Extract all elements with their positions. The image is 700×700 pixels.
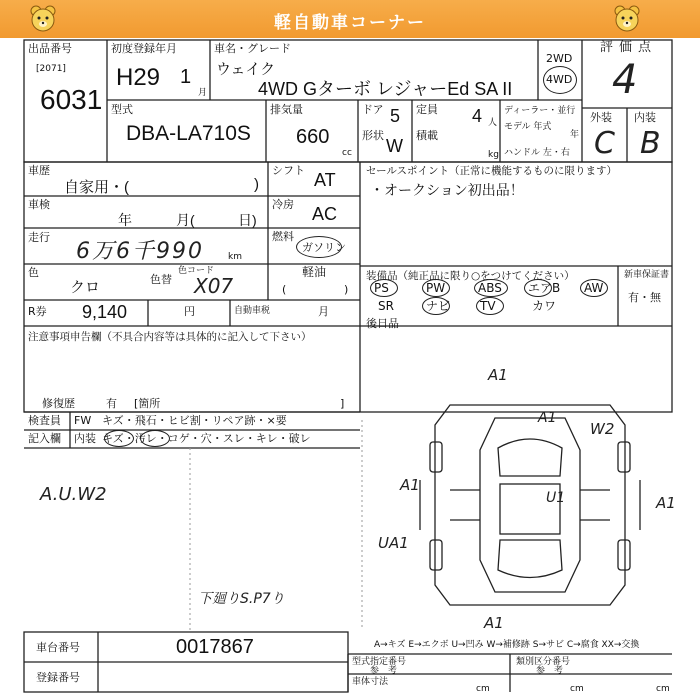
mileage-label: 走行 <box>28 231 50 244</box>
recycle-label: R券 <box>28 305 47 318</box>
inspector-circle-kizu <box>104 430 134 447</box>
fuel-paren-open: ( <box>282 283 287 296</box>
color-change-label: 色替 <box>150 273 172 286</box>
damage-legend: A→キズ E→エクボ U→凹み W→補修跡 S→サビ C→腐食 XX→交換 <box>374 640 640 650</box>
drive-value: 4WD <box>546 73 573 86</box>
tax-label: 自動車税 <box>234 306 271 316</box>
sales-point-label: セールスポイント（正常に機能するものに限ります） <box>366 165 618 177</box>
shift-label: シフト <box>272 164 305 177</box>
color-code-label: 色コード <box>178 266 215 276</box>
inspector-row1: キズ・飛石・ヒビ割・リペア跡・×要 <box>102 414 287 427</box>
capacity-unit: 人 <box>488 118 498 128</box>
car-name-label: 車名・グレード <box>214 42 291 55</box>
inspector-label-1: 検査員 <box>28 414 61 427</box>
inspector-row1-prefix: FW <box>74 414 92 427</box>
inspector-circle-yogore <box>140 430 170 447</box>
first-reg-month-unit: 月 <box>198 88 208 98</box>
designation-ref: 参 考 <box>370 666 398 676</box>
recycle-unit: 円 <box>184 305 195 318</box>
lot-sub: [2071] <box>36 64 66 74</box>
aircon-label: 冷房 <box>272 198 294 211</box>
inspector-row2-prefix: 内装 <box>74 432 96 445</box>
recycle-value: 9,140 <box>82 302 128 322</box>
damage-mark-right-door: A1 <box>656 494 676 512</box>
car-grade: 4WD Gターボ レジャーEd SA II <box>258 79 513 99</box>
equipment-item: カワ <box>532 299 557 313</box>
history-close: ) <box>254 176 259 193</box>
sales-point-1: ・オークション初出品！ <box>370 182 524 198</box>
equipment-circle <box>580 279 608 297</box>
repair-close: ] <box>340 397 345 410</box>
color-code-value: X07 <box>194 274 234 298</box>
model-label: 型式 <box>111 103 133 116</box>
chassis-label: 車台番号 <box>36 641 80 654</box>
shape-label: 形状 <box>362 129 384 142</box>
chassis-value: 0017867 <box>176 636 254 658</box>
equipment-item: エアB <box>528 281 561 295</box>
interior-label: 内装 <box>634 111 656 124</box>
lot-number-label: 出品番号 <box>28 42 72 55</box>
inspection-day: 日) <box>238 212 257 228</box>
handle-label: ハンドル 左・右 <box>504 148 570 158</box>
damage-mark-rear: A1 <box>484 614 504 632</box>
score-label: 評価点 <box>600 40 658 55</box>
history-label: 車歴 <box>28 164 50 177</box>
equipment-item: PS <box>374 281 389 295</box>
inspector-label-2: 記入欄 <box>28 432 61 445</box>
car-damage-diagram <box>400 380 660 630</box>
damage-mark-left-rear: UA1 <box>378 534 409 552</box>
inspection-month: 月( <box>176 212 195 228</box>
displacement-unit: cc <box>342 148 352 158</box>
rear-items-label: 後日品 <box>366 317 399 330</box>
capacity-label: 定員 <box>416 103 438 116</box>
damage-mark-front: A1 <box>488 366 508 384</box>
equipment-circle <box>524 279 552 297</box>
inspection-year: 年 <box>118 212 132 228</box>
damage-mark-right-front: W2 <box>590 420 615 438</box>
doors-label: ドア <box>362 103 384 116</box>
new-warranty-label: 新車保証書 <box>624 270 670 280</box>
page-title: 軽自動車コーナー <box>274 13 426 33</box>
tax-month: 月 <box>318 305 329 318</box>
dealer-label: ディーラー・並行 <box>504 106 576 116</box>
dims-label: 車体寸法 <box>352 677 389 687</box>
exterior-grade: C <box>594 126 615 161</box>
registration-label: 登録番号 <box>36 671 80 684</box>
damage-mark-hood: A1 <box>538 410 557 426</box>
shape-value: W <box>386 136 403 156</box>
equipment-label: 装備品（純正品に限り○をつけてください） <box>366 270 575 282</box>
year-unit: 年 <box>570 130 580 140</box>
equipment-item: PW <box>426 281 446 295</box>
equipment-item: SR <box>378 299 394 313</box>
fuel-label: 燃料 <box>272 230 294 243</box>
class-label: 類別区分番号 <box>516 657 571 667</box>
repair-value: 有 <box>106 397 117 410</box>
interior-grade: B <box>640 126 661 161</box>
damage-mark-left-door: A1 <box>400 476 420 494</box>
mileage-value: 6万6千990 <box>76 239 204 264</box>
equipment-circle <box>474 279 508 297</box>
notes-label: 注意事項申告欄（不具合内容等は具体的に記入して下さい） <box>28 331 312 343</box>
dims-unit-1: cm <box>476 684 490 694</box>
exterior-label: 外装 <box>590 111 612 124</box>
dims-unit-2: cm <box>570 684 584 694</box>
dims-unit-3: cm <box>656 684 670 694</box>
repair-label: 修復歴 <box>42 397 75 410</box>
lot-number: 6031 <box>40 84 103 115</box>
handwritten-note-2: 下廻りS.P7り <box>198 591 285 607</box>
equipment-item: TV <box>480 299 496 313</box>
equipment-item: ABS <box>478 281 502 295</box>
equipment-circle <box>476 297 504 315</box>
new-warranty-value: 有・無 <box>628 291 661 304</box>
drive-2wd-label: 2WD <box>546 52 573 65</box>
doors-value: 5 <box>390 106 401 126</box>
model-year-label: モデル 年式 <box>504 122 552 132</box>
equipment-circle <box>422 279 450 297</box>
shift-value: AT <box>314 170 336 190</box>
first-reg-month: 1 <box>180 66 192 88</box>
load-label: 積載 <box>416 129 438 142</box>
car-name: ウェイク <box>216 61 276 78</box>
handwritten-note-1: A.U.W2 <box>40 484 107 505</box>
equipment-circle <box>422 297 450 315</box>
fuel-paren-close: ) <box>344 283 349 296</box>
score-value: 4 <box>612 57 638 103</box>
aircon-value: AC <box>312 204 338 224</box>
displacement-value: 660 <box>296 126 330 148</box>
fuel-gas-circle <box>296 236 342 258</box>
load-unit: kg <box>488 150 499 160</box>
equipment-item: ナビ <box>426 299 451 313</box>
mileage-unit: km <box>228 252 242 262</box>
first-reg-label: 初度登録年月 <box>111 42 177 55</box>
fuel-gas: ガソリン <box>302 241 346 254</box>
equipment-item: AW <box>584 281 604 295</box>
inspector-row2: キズ・汚レ・コゲ・穴・スレ・キレ・破レ <box>102 432 311 445</box>
first-reg-year: H29 <box>116 64 161 91</box>
designation-label: 型式指定番号 <box>352 657 407 667</box>
equipment-circle <box>370 279 398 297</box>
capacity-value: 4 <box>472 106 483 126</box>
inspection-label: 車検 <box>28 198 50 211</box>
repair-parts: [箇所 <box>134 397 161 410</box>
color-label: 色 <box>28 266 39 279</box>
color-value: クロ <box>70 279 101 296</box>
damage-mark-roof: U1 <box>546 490 566 506</box>
model-value: DBA-LA710S <box>126 122 251 145</box>
fuel-diesel: 軽油 <box>302 265 327 279</box>
displacement-label: 排気量 <box>270 103 303 116</box>
class-ref: 参 考 <box>536 666 564 676</box>
history-value: 自家用・( <box>64 179 129 196</box>
